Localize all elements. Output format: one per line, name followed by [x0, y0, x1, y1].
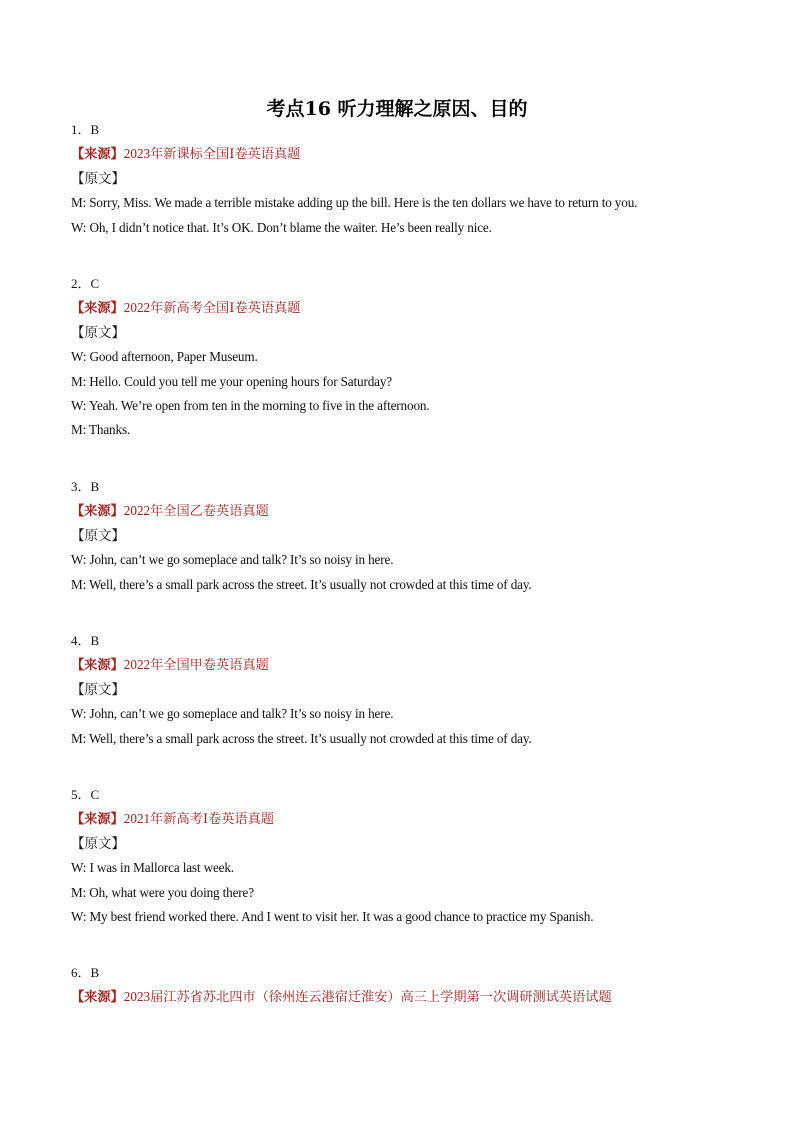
- source-text: 2022年全国乙卷英语真题: [123, 503, 269, 519]
- question-item: [71, 783, 731, 929]
- dialog-line: W: Oh, I didn’t notice that. It’s OK. Don’t blame the waiter. He’s been really nice.: [71, 219, 492, 235]
- source-line: [71, 653, 731, 677]
- page-title: 考点16 听力理解之原因、目的: [266, 98, 528, 120]
- dialog-line: M: Thanks.: [71, 422, 131, 438]
- source-text: 2023届江苏省苏北四市（徐州连云港宿迁淮安）高三上学期第一次调研测试英语试题: [123, 989, 612, 1005]
- dialog-line: M: Hello. Could you tell me your opening hours for Saturday?: [71, 373, 393, 389]
- dialog-line: M: Well, there’s a small park across the street. It’s usually not crowded at this time of day.: [71, 730, 532, 746]
- dialog-line: W: I was in Mallorca last week.: [71, 860, 234, 876]
- question-item: [71, 475, 731, 597]
- source-text: 2023年新课标全国Ⅰ卷英语真题: [123, 146, 301, 162]
- source-line: [71, 807, 731, 831]
- answer-label: 6．B: [71, 965, 100, 980]
- answer-label: 2．C: [71, 276, 100, 291]
- dialog-line: M: Well, there’s a small park across the street. It’s usually not crowded at this time of day.: [71, 576, 532, 592]
- source-text: 2022年新高考全国Ⅰ卷英语真题: [123, 300, 301, 316]
- dialog-line: W: John, can’t we go someplace and talk? It’s so noisy in here.: [71, 552, 394, 568]
- source-line: [71, 142, 731, 166]
- source-line: [71, 985, 731, 1009]
- answer-label: 4．B: [71, 633, 100, 648]
- question-item: [71, 118, 731, 240]
- source-text: 2021年新高考Ⅰ卷英语真题: [123, 811, 275, 827]
- dialog-line: W: My best friend worked there. And I went to visit her. It was a good chance to practice my Spanish.: [71, 908, 594, 924]
- source-prefix: 【来源】: [71, 146, 124, 162]
- source-prefix: 【来源】: [71, 300, 124, 316]
- original-text-label: 【原文】: [71, 324, 125, 341]
- dialog-line: M: Oh, what were you doing there?: [71, 884, 254, 900]
- original-text-label: 【原文】: [71, 681, 125, 698]
- dialog-line: W: Yeah. We’re open from ten in the morning to five in the afternoon.: [71, 397, 430, 413]
- answer-label: 5．C: [71, 787, 100, 802]
- source-prefix: 【来源】: [71, 503, 124, 519]
- question-item: [71, 961, 731, 1010]
- original-text-label: 【原文】: [71, 170, 125, 187]
- dialog-line: M: Sorry, Miss. We made a terrible mistake adding up the bill. Here is the ten dollars we have to return to you.: [71, 195, 638, 211]
- source-line: [71, 499, 731, 523]
- answer-label: 3．B: [71, 479, 100, 494]
- original-text-label: 【原文】: [71, 835, 125, 852]
- source-text: 2022年全国甲卷英语真题: [123, 657, 269, 673]
- question-item: [71, 272, 731, 443]
- question-item: [71, 629, 731, 751]
- source-line: [71, 296, 731, 320]
- dialog-line: W: Good afternoon, Paper Museum.: [71, 349, 258, 365]
- dialog-line: W: John, can’t we go someplace and talk? It’s so noisy in here.: [71, 706, 394, 722]
- source-prefix: 【来源】: [71, 657, 124, 673]
- original-text-label: 【原文】: [71, 527, 125, 544]
- source-prefix: 【来源】: [71, 989, 124, 1005]
- source-prefix: 【来源】: [71, 811, 124, 827]
- answer-label: 1．B: [71, 122, 100, 137]
